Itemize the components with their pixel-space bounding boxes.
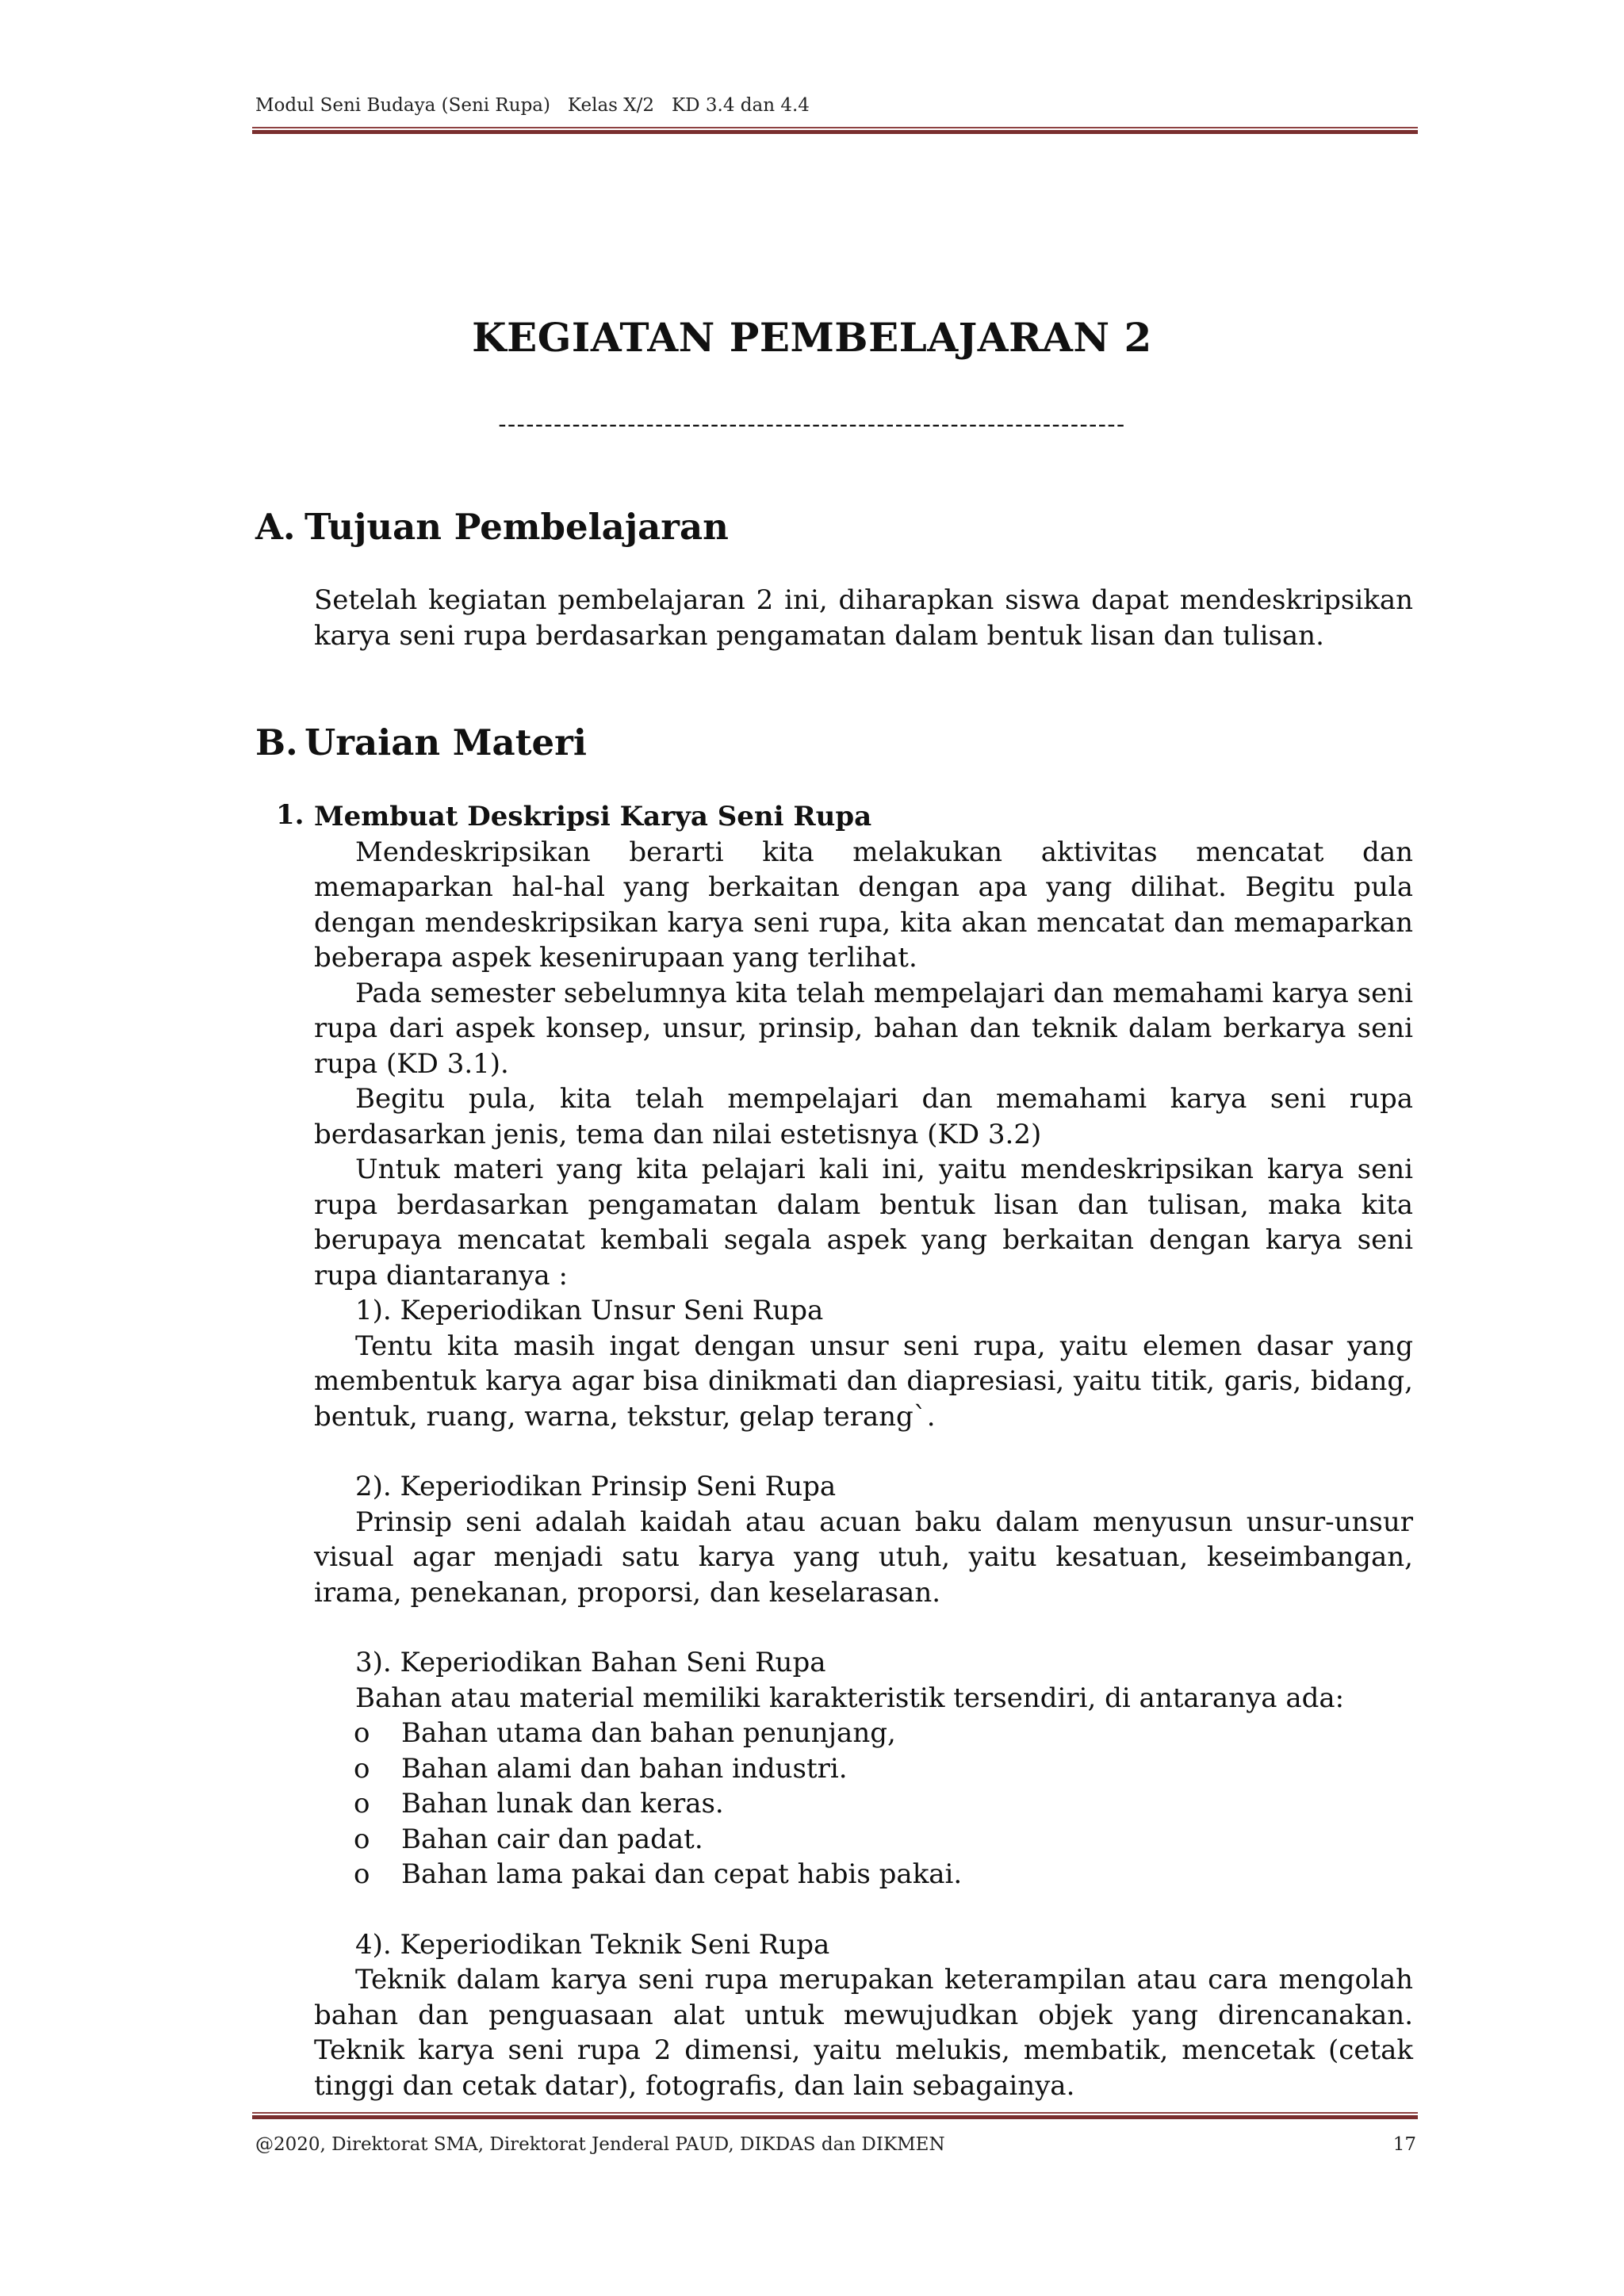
list-item xyxy=(314,1857,1413,1892)
materi-paragraph-1: Mendeskripsikan berarti kita melakukan aktivitas mencatat dan memaparkan hal-hal yang berkaitan dengan apa yang dilihat. Begitu pula dengan mendeskripsikan karya seni rupa, kita akan mencatat dan memaparkan beberapa aspek kesenirupaan yang terlihat. xyxy=(314,836,1413,974)
list-item-text: Bahan lunak dan keras. xyxy=(401,1788,724,1820)
section-b-letter: B. xyxy=(255,721,298,763)
section-a-heading xyxy=(255,506,729,548)
bullet-icon: o xyxy=(354,1717,370,1749)
list-item xyxy=(314,1716,1413,1751)
list-item xyxy=(314,1751,1413,1787)
page-title: KEGIATAN PEMBELAJARAN 2 xyxy=(472,314,1152,361)
footer-text: @2020, Direktorat SMA, Direktorat Jenderal PAUD, DIKDAS dan DIKMEN xyxy=(255,2134,945,2155)
section-b-body xyxy=(314,799,1413,2103)
spacer xyxy=(314,1610,1413,1645)
bullet-icon: o xyxy=(354,1823,370,1855)
point-2-text: Prinsip seni adalah kaidah atau acuan baku dalam menyusun unsur-unsur visual agar menjadi satu karya yang utuh, yaitu kesatuan, keseimbangan, irama, penekanan, proporsi, dan keselarasan. xyxy=(314,1506,1413,1609)
bullet-icon: o xyxy=(354,1752,370,1785)
materi-paragraph-3: Begitu pula, kita telah mempelajari dan memahami karya seni rupa berdasarkan jenis, tema dan nilai estetisnya (KD 3.2) xyxy=(314,1083,1413,1150)
section-a-body xyxy=(314,583,1413,653)
spacer xyxy=(314,1892,1413,1927)
bullet-icon: o xyxy=(354,1788,370,1820)
list-item-text: Bahan utama dan bahan penunjang, xyxy=(401,1717,896,1749)
subsection-number: 1. xyxy=(276,799,304,831)
list-item-text: Bahan cair dan padat. xyxy=(401,1823,703,1855)
point-3-intro: Bahan atau material memiliki karakteristik tersendiri, di antaranya ada: xyxy=(355,1682,1345,1714)
point-1-text: Tentu kita masih ingat dengan unsur seni rupa, yaitu elemen dasar yang membentuk karya agar bisa dinikmati dan diapresiasi, yaitu titik, garis, bidang, bentuk, ruang, warna, tekstur, gelap terang`. xyxy=(314,1330,1413,1433)
list-item-text: Bahan alami dan bahan industri. xyxy=(401,1752,848,1785)
bahan-list xyxy=(314,1716,1413,1892)
header-rule xyxy=(252,127,1418,134)
subsection-title: Membuat Deskripsi Karya Seni Rupa xyxy=(314,801,872,832)
section-a-paragraph: Setelah kegiatan pembelajaran 2 ini, diharapkan siswa dapat mendeskripsikan karya seni rupa berdasarkan pengamatan dalam bentuk lisan dan tulisan. xyxy=(314,584,1413,652)
point-4-text: Teknik dalam karya seni rupa merupakan keterampilan atau cara mengolah bahan dan penguasaan alat untuk mewujudkan objek yang direncanakan. Teknik karya seni rupa 2 dimensi, yaitu melukis, membatik, mencetak (cetak tinggi dan cetak datar), fotografis, dan lain sebagainya. xyxy=(314,1964,1413,2102)
point-1-title: 1). Keperiodikan Unsur Seni Rupa xyxy=(355,1295,824,1326)
section-a-letter: A. xyxy=(255,506,296,548)
title-divider: -------------------------------------------------------------------- xyxy=(498,411,1126,438)
footer-rule xyxy=(252,2112,1418,2119)
list-item xyxy=(314,1786,1413,1822)
spacer xyxy=(314,1434,1413,1469)
materi-paragraph-4: Untuk materi yang kita pelajari kali ini, yaitu mendeskripsikan karya seni rupa berdasarkan pengamatan dalam bentuk lisan dan tulisan, maka kita berupaya mencatat kembali segala aspek yang berkaitan dengan karya seni rupa diantaranya : xyxy=(314,1154,1413,1292)
section-b-heading xyxy=(255,721,587,763)
materi-paragraph-2: Pada semester sebelumnya kita telah mempelajari dan memahami karya seni rupa dari aspek konsep, unsur, prinsip, bahan dan teknik dalam berkarya seni rupa (KD 3.1). xyxy=(314,977,1413,1080)
section-a-title: Tujuan Pembelajaran xyxy=(304,506,729,548)
point-3-title: 3). Keperiodikan Bahan Seni Rupa xyxy=(355,1647,826,1678)
section-b-title: Uraian Materi xyxy=(304,721,587,763)
list-item-text: Bahan lama pakai dan cepat habis pakai. xyxy=(401,1858,963,1890)
page-number: 17 xyxy=(1392,2134,1416,2155)
header-text: Modul Seni Budaya (Seni Rupa) Kelas X/2 KD 3.4 dan 4.4 xyxy=(255,95,810,116)
bullet-icon: o xyxy=(354,1858,370,1890)
point-4-title: 4). Keperiodikan Teknik Seni Rupa xyxy=(355,1928,830,1961)
list-item xyxy=(314,1822,1413,1858)
point-2-title: 2). Keperiodikan Prinsip Seni Rupa xyxy=(355,1471,837,1502)
